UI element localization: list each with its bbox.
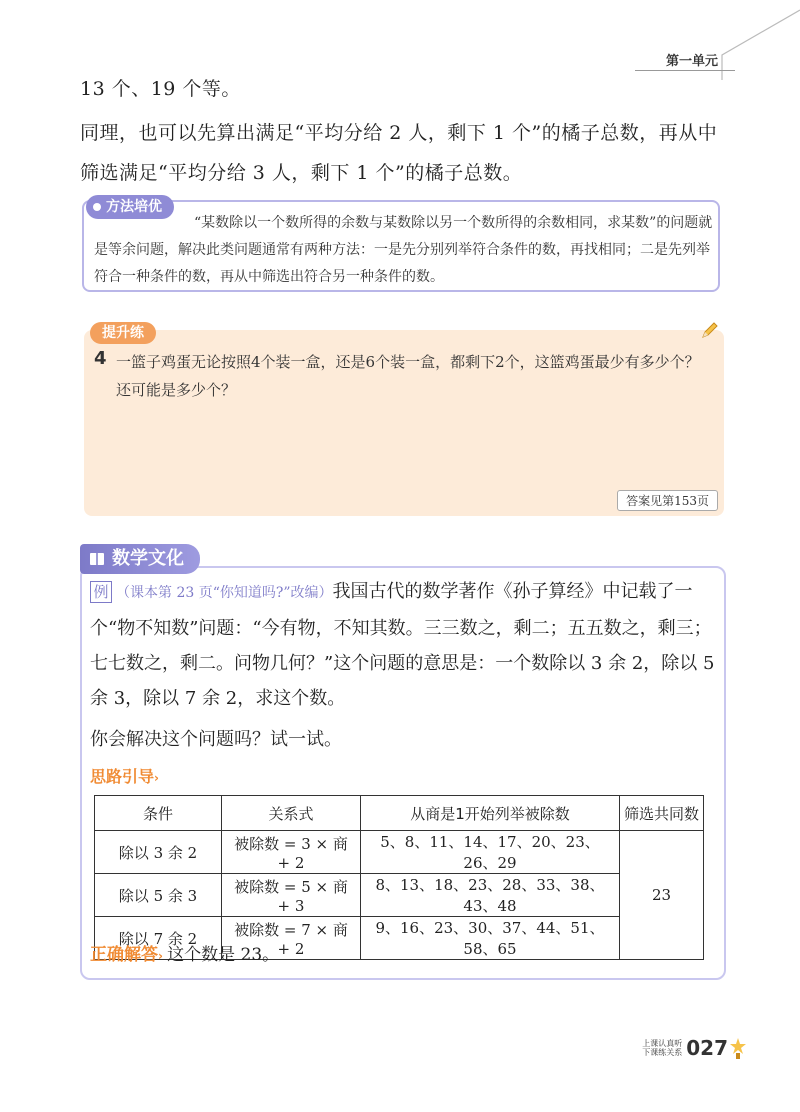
table-header: 条件 xyxy=(95,796,222,831)
method-text: “某数除以一个数所得的余数与某数除以另一个数所得的余数相同，求某数”的问题就是等余问题，解决此类问题通常有两种方法：一是先分别列举符合条件的数，再找相同；二是先列举符合一种条件的数，再从中筛选出符合另一种条件的数。 xyxy=(94,215,713,285)
corner-decoration xyxy=(720,0,800,80)
common-number-cell: 23 xyxy=(620,831,704,960)
table-cell: 除以 7 余 2 xyxy=(95,917,222,960)
unit-label: 第一单元 xyxy=(665,54,718,69)
mascot-icon xyxy=(730,1037,746,1059)
example-paragraph xyxy=(90,574,720,716)
method-tag-label: 方法培优 xyxy=(106,199,162,215)
header-rule xyxy=(635,70,735,71)
table-cell: 被除数 = 3 × 商 + 2 xyxy=(222,831,361,874)
arrow-icon: › xyxy=(154,771,159,785)
table-cell: 9、16、23、30、37、44、51、58、65 xyxy=(361,917,620,960)
answer-line xyxy=(90,940,279,965)
slogan-line: 上课认真听 xyxy=(642,1039,683,1048)
arrow-icon: › xyxy=(158,949,168,963)
example-text: 我国古代的数学著作《孙子算经》中记载了一个“物不知数”问题：“今有物，不知其数。三三数之，剩二；五五数之，剩三；七七数之，剩二。问物几何？”这个问题的意思是：一个数除以 3 余 2，除以 5 余 3，除以 7 余 2，求这个数。 xyxy=(90,581,715,709)
table-header-row xyxy=(95,796,704,831)
try-text: 你会解决这个问题吗？试一试。 xyxy=(90,729,342,750)
footer xyxy=(642,1036,746,1060)
hint-heading xyxy=(90,764,159,787)
culture-tag: 数学文化 xyxy=(80,544,200,574)
pencil-icon xyxy=(700,320,720,340)
answer-reference: 答案见第153页 xyxy=(617,490,718,511)
table-row xyxy=(95,874,704,917)
table-header: 关系式 xyxy=(222,796,361,831)
table-cell: 被除数 = 5 × 商 + 3 xyxy=(222,874,361,917)
paragraph-1: 13 个、19 个等。 xyxy=(80,78,241,100)
book-icon xyxy=(88,550,106,568)
table-cell: 被除数 = 7 × 商 + 2 xyxy=(222,917,361,960)
example-source: （课本第 23 页“你知道吗?”改编） xyxy=(116,585,333,601)
reasoning-table xyxy=(94,795,704,960)
question-text: 一篮子鸡蛋无论按照4个装一盒，还是6个装一盒，都剩下2个，这篮鸡蛋最少有多少个？还可能是多少个？ xyxy=(116,353,700,399)
practice-tag: 提升练 xyxy=(90,322,156,344)
question-number: 4 xyxy=(94,348,107,369)
table-row xyxy=(95,831,704,874)
table-cell: 8、13、18、23、28、33、38、43、48 xyxy=(361,874,620,917)
answer-label: 正确解答 xyxy=(90,945,158,965)
table-cell: 5、8、11、14、17、20、23、26、29 xyxy=(361,831,620,874)
page-number: 027 xyxy=(686,1036,728,1060)
table-cell: 除以 3 余 2 xyxy=(95,831,222,874)
hint-title: 思路引导 xyxy=(90,767,155,786)
table-header: 筛选共同数 xyxy=(620,796,704,831)
example-mark: 例 xyxy=(90,581,112,603)
answer-text: 这个数是 23。 xyxy=(167,945,280,965)
footer-slogan xyxy=(642,1039,682,1057)
table-cell: 除以 5 余 3 xyxy=(95,874,222,917)
paragraph-2: 同理，也可以先算出满足“平均分给 2 人，剩下 1 个”的橘子总数，再从中筛选满足“平均分给 3 人，剩下 1 个”的橘子总数。 xyxy=(80,122,718,184)
slogan-line: 下课练关系 xyxy=(642,1048,683,1057)
table-header: 从商是1开始列举被除数 xyxy=(361,796,620,831)
